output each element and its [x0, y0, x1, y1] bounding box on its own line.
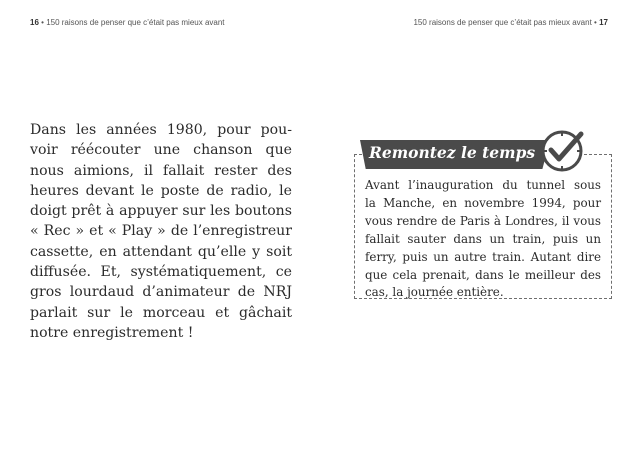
main-line: parlait sur le morceau et gâchait [30, 304, 292, 321]
page-number-right: 17 [599, 18, 608, 27]
sidebar-text [365, 177, 601, 302]
sidebar-line: fallait sauter dans un train, puis un [365, 231, 601, 246]
sidebar-line: Avant l’inauguration du tunnel sous [365, 178, 601, 192]
clock-checkmark-icon [537, 126, 587, 176]
sidebar-line: ferry, puis un autre train. Autant dire [365, 249, 601, 264]
main-paragraph [30, 120, 292, 343]
main-line: Dans les années 1980, pour pou- [30, 122, 292, 138]
sidebar-line: cas, la journée entière. [365, 285, 504, 300]
header-separator-left: • [41, 18, 44, 27]
main-line: gros lourdaud d’animateur de NRJ [30, 284, 292, 301]
main-line: heures devant le poste de radio, le [30, 182, 292, 199]
running-title-left: 150 raisons de penser que c’était pas mieux avant [46, 18, 225, 27]
header-right [413, 18, 608, 27]
main-line: doigt prêt à appuyer sur les boutons [30, 203, 292, 220]
main-line: « Rec » et « Play » de l’enregistreur [30, 223, 292, 240]
main-line: notre enregistrement ! [30, 324, 194, 341]
sidebar-title: Remontez le temps [369, 143, 536, 162]
running-title-right: 150 raisons de penser que c’était pas mieux avant [413, 18, 592, 27]
sidebar-line: vous rendre de Paris à Londres, il vous [365, 213, 601, 228]
main-line: diffusée. Et, systématiquement, ce [30, 264, 292, 281]
sidebar-line: la Manche, en novembre 1994, pour [365, 195, 601, 210]
header-separator-right: • [594, 18, 597, 27]
main-line: nous aimions, il fallait rester des [30, 162, 292, 179]
main-line: cassette, en attendant qu’elle y soit [30, 243, 292, 260]
page-number-left: 16 [30, 18, 39, 27]
header-left [30, 18, 225, 27]
sidebar-line: que cela prenait, dans le meilleur des [365, 267, 601, 282]
main-line: voir réécouter une chanson que [30, 142, 292, 159]
